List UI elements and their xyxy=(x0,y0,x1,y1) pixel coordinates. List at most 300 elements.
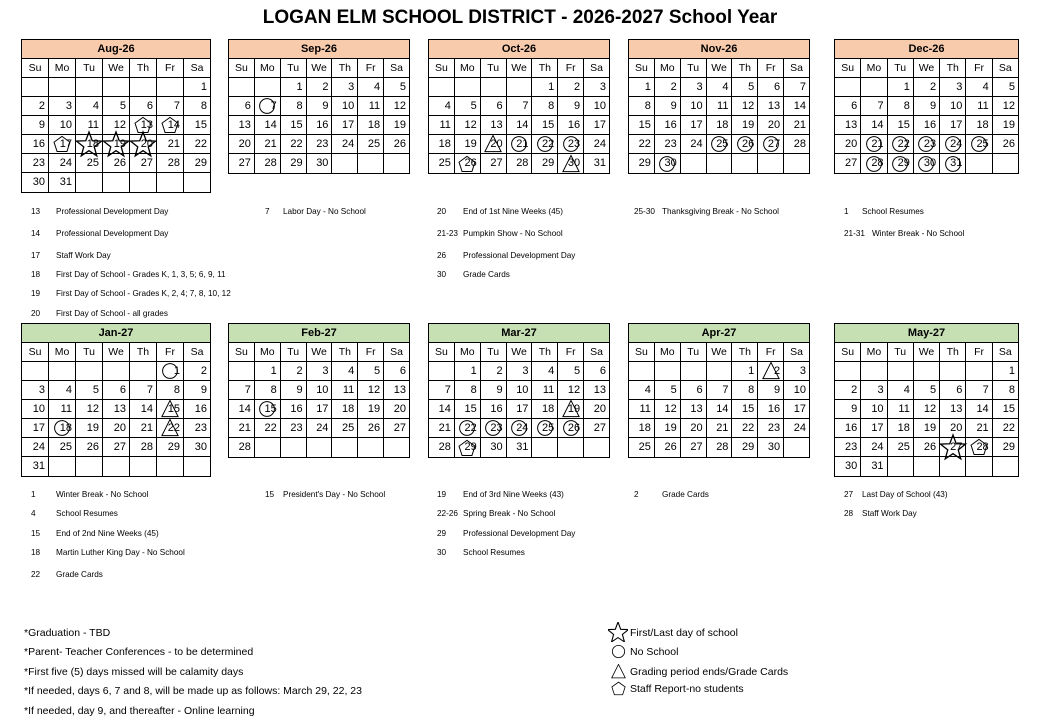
day-number: 2 xyxy=(670,81,677,93)
weekday-label: Th xyxy=(940,59,966,78)
day-cell xyxy=(76,362,103,381)
weekday-label: We xyxy=(707,343,733,362)
day-cell xyxy=(914,135,940,154)
day-cell xyxy=(332,419,358,438)
note-text: Professional Development Day xyxy=(463,251,576,260)
day-number: 13 xyxy=(845,119,858,131)
day-number: 3 xyxy=(348,81,355,93)
day-cell xyxy=(481,362,507,381)
weekday-label: Mo xyxy=(455,59,481,78)
day-number: 22 xyxy=(742,422,755,434)
day-number: 29 xyxy=(464,441,477,453)
day-cell xyxy=(130,135,157,154)
day-cell xyxy=(558,419,584,438)
weekday-label: Fr xyxy=(966,59,992,78)
day-number: 16 xyxy=(567,119,581,131)
day-cell xyxy=(584,116,609,135)
day-cell xyxy=(455,116,481,135)
day-number: 11 xyxy=(342,384,355,396)
page-title: LOGAN ELM SCHOOL DISTRICT - 2026-2027 School Year xyxy=(262,7,778,28)
day-cell xyxy=(629,78,655,97)
day-number: 6 xyxy=(851,100,858,112)
day-cell xyxy=(861,116,887,135)
day-number: 10 xyxy=(950,100,963,112)
day-cell xyxy=(49,438,76,457)
day-number: 29 xyxy=(194,157,207,169)
day-number: 3 xyxy=(38,384,45,396)
day-cell xyxy=(455,438,481,457)
day-number: 13 xyxy=(950,403,963,415)
day-number: 1 xyxy=(270,365,277,377)
weekday-label: Fr xyxy=(966,343,992,362)
day-cell xyxy=(157,154,184,173)
day-number: 13 xyxy=(593,384,607,396)
note-date: 25-30 xyxy=(634,207,655,216)
note-date: 15 xyxy=(265,490,275,499)
day-cell xyxy=(76,116,103,135)
day-number: 1 xyxy=(903,81,910,93)
day-number: 27 xyxy=(490,157,503,169)
day-number: 28 xyxy=(238,441,251,453)
day-cell xyxy=(358,400,384,419)
day-number: 28 xyxy=(793,138,807,150)
note-date: 30 xyxy=(437,270,447,279)
day-cell xyxy=(49,116,76,135)
day-cell xyxy=(384,78,409,97)
day-cell xyxy=(940,116,966,135)
day-number: 15 xyxy=(194,119,207,131)
day-number: 12 xyxy=(86,403,99,415)
day-cell xyxy=(861,381,887,400)
day-number: 18 xyxy=(367,119,381,131)
day-number: 13 xyxy=(767,100,781,112)
day-cell xyxy=(888,419,914,438)
weekday-label: Su xyxy=(835,343,861,362)
day-cell xyxy=(707,362,733,381)
weekday-label: Tu xyxy=(681,343,707,362)
day-number: 28 xyxy=(976,441,989,453)
day-number: 30 xyxy=(923,157,937,169)
day-cell xyxy=(888,97,914,116)
day-number: 30 xyxy=(32,176,45,188)
day-cell xyxy=(584,400,609,419)
calendar-note xyxy=(31,529,159,538)
day-number: 13 xyxy=(490,119,503,131)
day-cell xyxy=(584,419,609,438)
weekday-label: Su xyxy=(629,343,655,362)
day-number: 10 xyxy=(871,403,884,415)
day-cell xyxy=(184,78,210,97)
day-cell xyxy=(429,381,455,400)
day-cell xyxy=(993,400,1018,419)
calendar-note xyxy=(437,229,563,238)
day-number: 5 xyxy=(1008,81,1015,93)
weekday-label: Th xyxy=(130,343,157,362)
day-cell xyxy=(307,400,333,419)
day-number: 17 xyxy=(793,403,807,415)
day-cell xyxy=(307,381,333,400)
circle-icon xyxy=(611,644,626,659)
day-number: 10 xyxy=(59,119,72,131)
note-text: President's Day - No School xyxy=(283,490,386,499)
day-cell xyxy=(940,97,966,116)
day-cell xyxy=(835,381,861,400)
day-number: 13 xyxy=(140,119,153,131)
day-number: 25 xyxy=(342,422,355,434)
weekday-label: Sa xyxy=(184,59,210,78)
day-cell xyxy=(429,135,455,154)
day-number: 29 xyxy=(638,157,651,169)
day-number: 4 xyxy=(903,384,910,396)
day-number: 22 xyxy=(290,138,303,150)
day-number: 8 xyxy=(903,100,910,112)
day-cell xyxy=(332,135,358,154)
day-cell xyxy=(835,97,861,116)
day-cell xyxy=(707,438,733,457)
day-cell xyxy=(130,457,157,476)
weekday-label: Mo xyxy=(455,343,481,362)
day-number: 16 xyxy=(767,403,781,415)
day-number: 31 xyxy=(32,460,45,472)
day-cell xyxy=(184,362,210,381)
day-cell xyxy=(966,381,992,400)
weekday-label: Tu xyxy=(76,59,103,78)
note-text: School Resumes xyxy=(862,207,924,216)
day-number: 26 xyxy=(367,422,381,434)
day-cell xyxy=(655,438,681,457)
day-number: 14 xyxy=(516,119,529,131)
weekday-label: Tu xyxy=(281,343,307,362)
day-cell xyxy=(49,419,76,438)
day-cell xyxy=(784,78,809,97)
day-cell xyxy=(76,457,103,476)
day-cell xyxy=(229,154,255,173)
day-number: 9 xyxy=(296,384,303,396)
day-cell xyxy=(655,78,681,97)
day-number: 25 xyxy=(59,441,72,453)
day-cell xyxy=(76,78,103,97)
day-number: 20 xyxy=(593,403,607,415)
month-may-27 xyxy=(834,323,1019,477)
legend-label: No School xyxy=(630,646,679,658)
day-number: 29 xyxy=(1002,441,1015,453)
day-cell xyxy=(184,400,210,419)
day-cell xyxy=(229,400,255,419)
day-cell xyxy=(281,362,307,381)
day-cell xyxy=(835,78,861,97)
day-number: 15 xyxy=(897,119,910,131)
weekday-label: Sa xyxy=(584,59,609,78)
day-cell xyxy=(584,78,609,97)
day-number: 27 xyxy=(950,441,963,453)
day-cell xyxy=(707,135,733,154)
day-number: 26 xyxy=(113,157,126,169)
note-date: 26 xyxy=(437,251,447,260)
day-cell xyxy=(861,135,887,154)
day-cell xyxy=(103,154,130,173)
day-cell xyxy=(993,362,1018,381)
day-cell xyxy=(629,362,655,381)
day-number: 22 xyxy=(194,138,207,150)
day-cell xyxy=(888,438,914,457)
day-cell xyxy=(888,116,914,135)
calendar-note xyxy=(265,207,366,216)
day-number: 14 xyxy=(716,403,729,415)
day-number: 20 xyxy=(950,422,963,434)
day-cell xyxy=(732,400,758,419)
day-cell xyxy=(281,97,307,116)
day-cell xyxy=(681,97,707,116)
calendar-note xyxy=(31,548,185,557)
day-cell xyxy=(229,419,255,438)
day-cell xyxy=(584,135,609,154)
day-cell xyxy=(732,381,758,400)
day-cell xyxy=(103,438,130,457)
day-cell xyxy=(940,400,966,419)
day-cell xyxy=(429,419,455,438)
day-cell xyxy=(707,400,733,419)
day-cell xyxy=(758,400,784,419)
weekday-label: Mo xyxy=(655,59,681,78)
day-number: 9 xyxy=(496,384,503,396)
weekday-label: Tu xyxy=(681,59,707,78)
day-cell xyxy=(358,381,384,400)
day-cell xyxy=(532,97,558,116)
day-cell xyxy=(384,438,409,457)
day-cell xyxy=(707,116,733,135)
calendar-note xyxy=(437,548,525,557)
day-cell xyxy=(558,362,584,381)
day-number: 23 xyxy=(316,138,329,150)
day-cell xyxy=(332,154,358,173)
day-cell xyxy=(455,135,481,154)
day-number: 21 xyxy=(140,422,153,434)
day-cell xyxy=(157,438,184,457)
legend-label: Staff Report-no students xyxy=(630,683,744,695)
day-number: 31 xyxy=(59,176,72,188)
day-cell xyxy=(384,154,409,173)
weekday-label: We xyxy=(914,343,940,362)
day-number: 17 xyxy=(32,422,45,434)
day-number: 7 xyxy=(522,100,529,112)
day-cell xyxy=(914,457,940,476)
day-cell xyxy=(758,135,784,154)
day-cell xyxy=(384,116,409,135)
day-cell xyxy=(584,97,609,116)
day-cell xyxy=(76,400,103,419)
day-number: 16 xyxy=(923,119,937,131)
note-date: 29 xyxy=(437,529,447,538)
day-cell xyxy=(229,438,255,457)
day-cell xyxy=(157,173,184,192)
day-cell xyxy=(914,97,940,116)
day-cell xyxy=(835,457,861,476)
day-number: 9 xyxy=(670,100,677,112)
day-number: 15 xyxy=(742,403,755,415)
footnote: *Parent- Teacher Conferences - to be determined xyxy=(24,646,254,658)
day-cell xyxy=(481,400,507,419)
day-cell xyxy=(507,78,533,97)
day-cell xyxy=(229,97,255,116)
day-number: 1 xyxy=(644,81,651,93)
day-cell xyxy=(130,438,157,457)
day-number: 4 xyxy=(92,100,99,112)
day-number: 12 xyxy=(393,100,407,112)
day-cell xyxy=(103,135,130,154)
day-cell xyxy=(629,438,655,457)
month-oct-26 xyxy=(428,39,610,174)
day-number: 28 xyxy=(264,157,277,169)
day-cell xyxy=(558,135,584,154)
day-number: 22 xyxy=(167,422,180,434)
day-cell xyxy=(835,438,861,457)
day-cell xyxy=(22,135,49,154)
day-cell xyxy=(103,457,130,476)
day-number: 22 xyxy=(264,422,277,434)
weekday-label: Fr xyxy=(157,59,184,78)
day-cell xyxy=(255,381,281,400)
day-cell xyxy=(76,381,103,400)
day-cell xyxy=(22,116,49,135)
day-cell xyxy=(940,362,966,381)
day-number: 24 xyxy=(871,441,884,453)
day-number: 14 xyxy=(976,403,989,415)
calendar-note xyxy=(31,207,168,216)
day-number: 11 xyxy=(368,100,381,112)
month-apr-27 xyxy=(628,323,810,458)
day-cell xyxy=(966,78,992,97)
day-cell xyxy=(157,362,184,381)
weekday-label: Fr xyxy=(758,343,784,362)
day-cell xyxy=(49,173,76,192)
day-number: 26 xyxy=(567,422,581,434)
day-number: 14 xyxy=(438,403,451,415)
weekday-label: Th xyxy=(532,59,558,78)
weekday-label: We xyxy=(307,343,333,362)
day-cell xyxy=(103,362,130,381)
legend-item xyxy=(630,683,744,695)
note-date: 13 xyxy=(31,207,41,216)
day-number: 24 xyxy=(316,422,329,434)
day-cell xyxy=(629,116,655,135)
day-number: 14 xyxy=(871,119,884,131)
day-number: 11 xyxy=(717,100,729,112)
weekday-label: Sa xyxy=(184,343,210,362)
day-number: 23 xyxy=(845,441,858,453)
note-date: 14 xyxy=(31,229,41,238)
day-number: 2 xyxy=(296,365,303,377)
legend-item xyxy=(630,646,678,658)
day-cell xyxy=(558,400,584,419)
day-cell xyxy=(532,438,558,457)
day-number: 12 xyxy=(923,403,937,415)
day-number: 13 xyxy=(690,403,703,415)
day-cell xyxy=(655,135,681,154)
day-number: 20 xyxy=(238,138,251,150)
day-cell xyxy=(966,135,992,154)
day-number: 6 xyxy=(696,384,703,396)
day-cell xyxy=(758,419,784,438)
day-number: 7 xyxy=(982,384,989,396)
day-cell xyxy=(914,400,940,419)
day-number: 28 xyxy=(167,157,180,169)
weekday-label: Sa xyxy=(584,343,609,362)
weekday-label: Th xyxy=(532,343,558,362)
day-number: 23 xyxy=(32,157,45,169)
day-number: 2 xyxy=(200,365,207,377)
day-number: 9 xyxy=(38,119,45,131)
day-cell xyxy=(130,419,157,438)
day-cell xyxy=(655,400,681,419)
weekday-label: We xyxy=(103,59,130,78)
day-number: 15 xyxy=(464,403,477,415)
day-number: 22 xyxy=(542,138,555,150)
day-cell xyxy=(507,362,533,381)
day-number: 2 xyxy=(930,81,937,93)
day-cell xyxy=(22,362,49,381)
day-cell xyxy=(103,116,130,135)
day-number: 3 xyxy=(522,365,529,377)
day-number: 2 xyxy=(851,384,858,396)
calendar-note xyxy=(31,509,118,518)
day-number: 24 xyxy=(793,422,807,434)
calendar-note xyxy=(437,509,555,518)
weekday-label: Su xyxy=(229,59,255,78)
day-cell xyxy=(22,400,49,419)
day-number: 24 xyxy=(59,157,72,169)
day-cell xyxy=(707,381,733,400)
day-number: 1 xyxy=(470,365,477,377)
day-number: 7 xyxy=(799,81,807,93)
day-cell xyxy=(966,457,992,476)
calendar-note xyxy=(437,529,575,538)
note-date: 4 xyxy=(31,509,36,518)
note-date: 22-26 xyxy=(437,509,458,518)
day-number: 30 xyxy=(664,157,677,169)
day-number: 8 xyxy=(173,384,180,396)
day-number: 27 xyxy=(845,157,858,169)
day-cell xyxy=(130,78,157,97)
day-number: 15 xyxy=(264,403,277,415)
day-cell xyxy=(914,78,940,97)
day-number: 8 xyxy=(200,100,207,112)
day-number: 17 xyxy=(516,403,529,415)
day-number: 9 xyxy=(200,384,207,396)
day-cell xyxy=(130,154,157,173)
day-cell xyxy=(76,173,103,192)
day-cell xyxy=(507,154,533,173)
day-cell xyxy=(732,78,758,97)
day-cell xyxy=(993,135,1018,154)
day-number: 29 xyxy=(167,441,180,453)
day-cell xyxy=(861,97,887,116)
day-number: 18 xyxy=(716,119,729,131)
day-number: 24 xyxy=(516,422,529,434)
day-cell xyxy=(429,78,455,97)
weekday-label: Sa xyxy=(784,343,809,362)
day-number: 29 xyxy=(542,157,555,169)
day-number: 30 xyxy=(316,157,329,169)
note-date: 21-23 xyxy=(437,229,458,238)
day-cell xyxy=(157,381,184,400)
day-number: 14 xyxy=(167,119,180,131)
day-cell xyxy=(861,400,887,419)
note-text: First Day of School - all grades xyxy=(56,309,168,318)
day-number: 11 xyxy=(542,384,555,396)
day-cell xyxy=(993,116,1018,135)
legend-item xyxy=(630,666,788,678)
day-cell xyxy=(281,116,307,135)
